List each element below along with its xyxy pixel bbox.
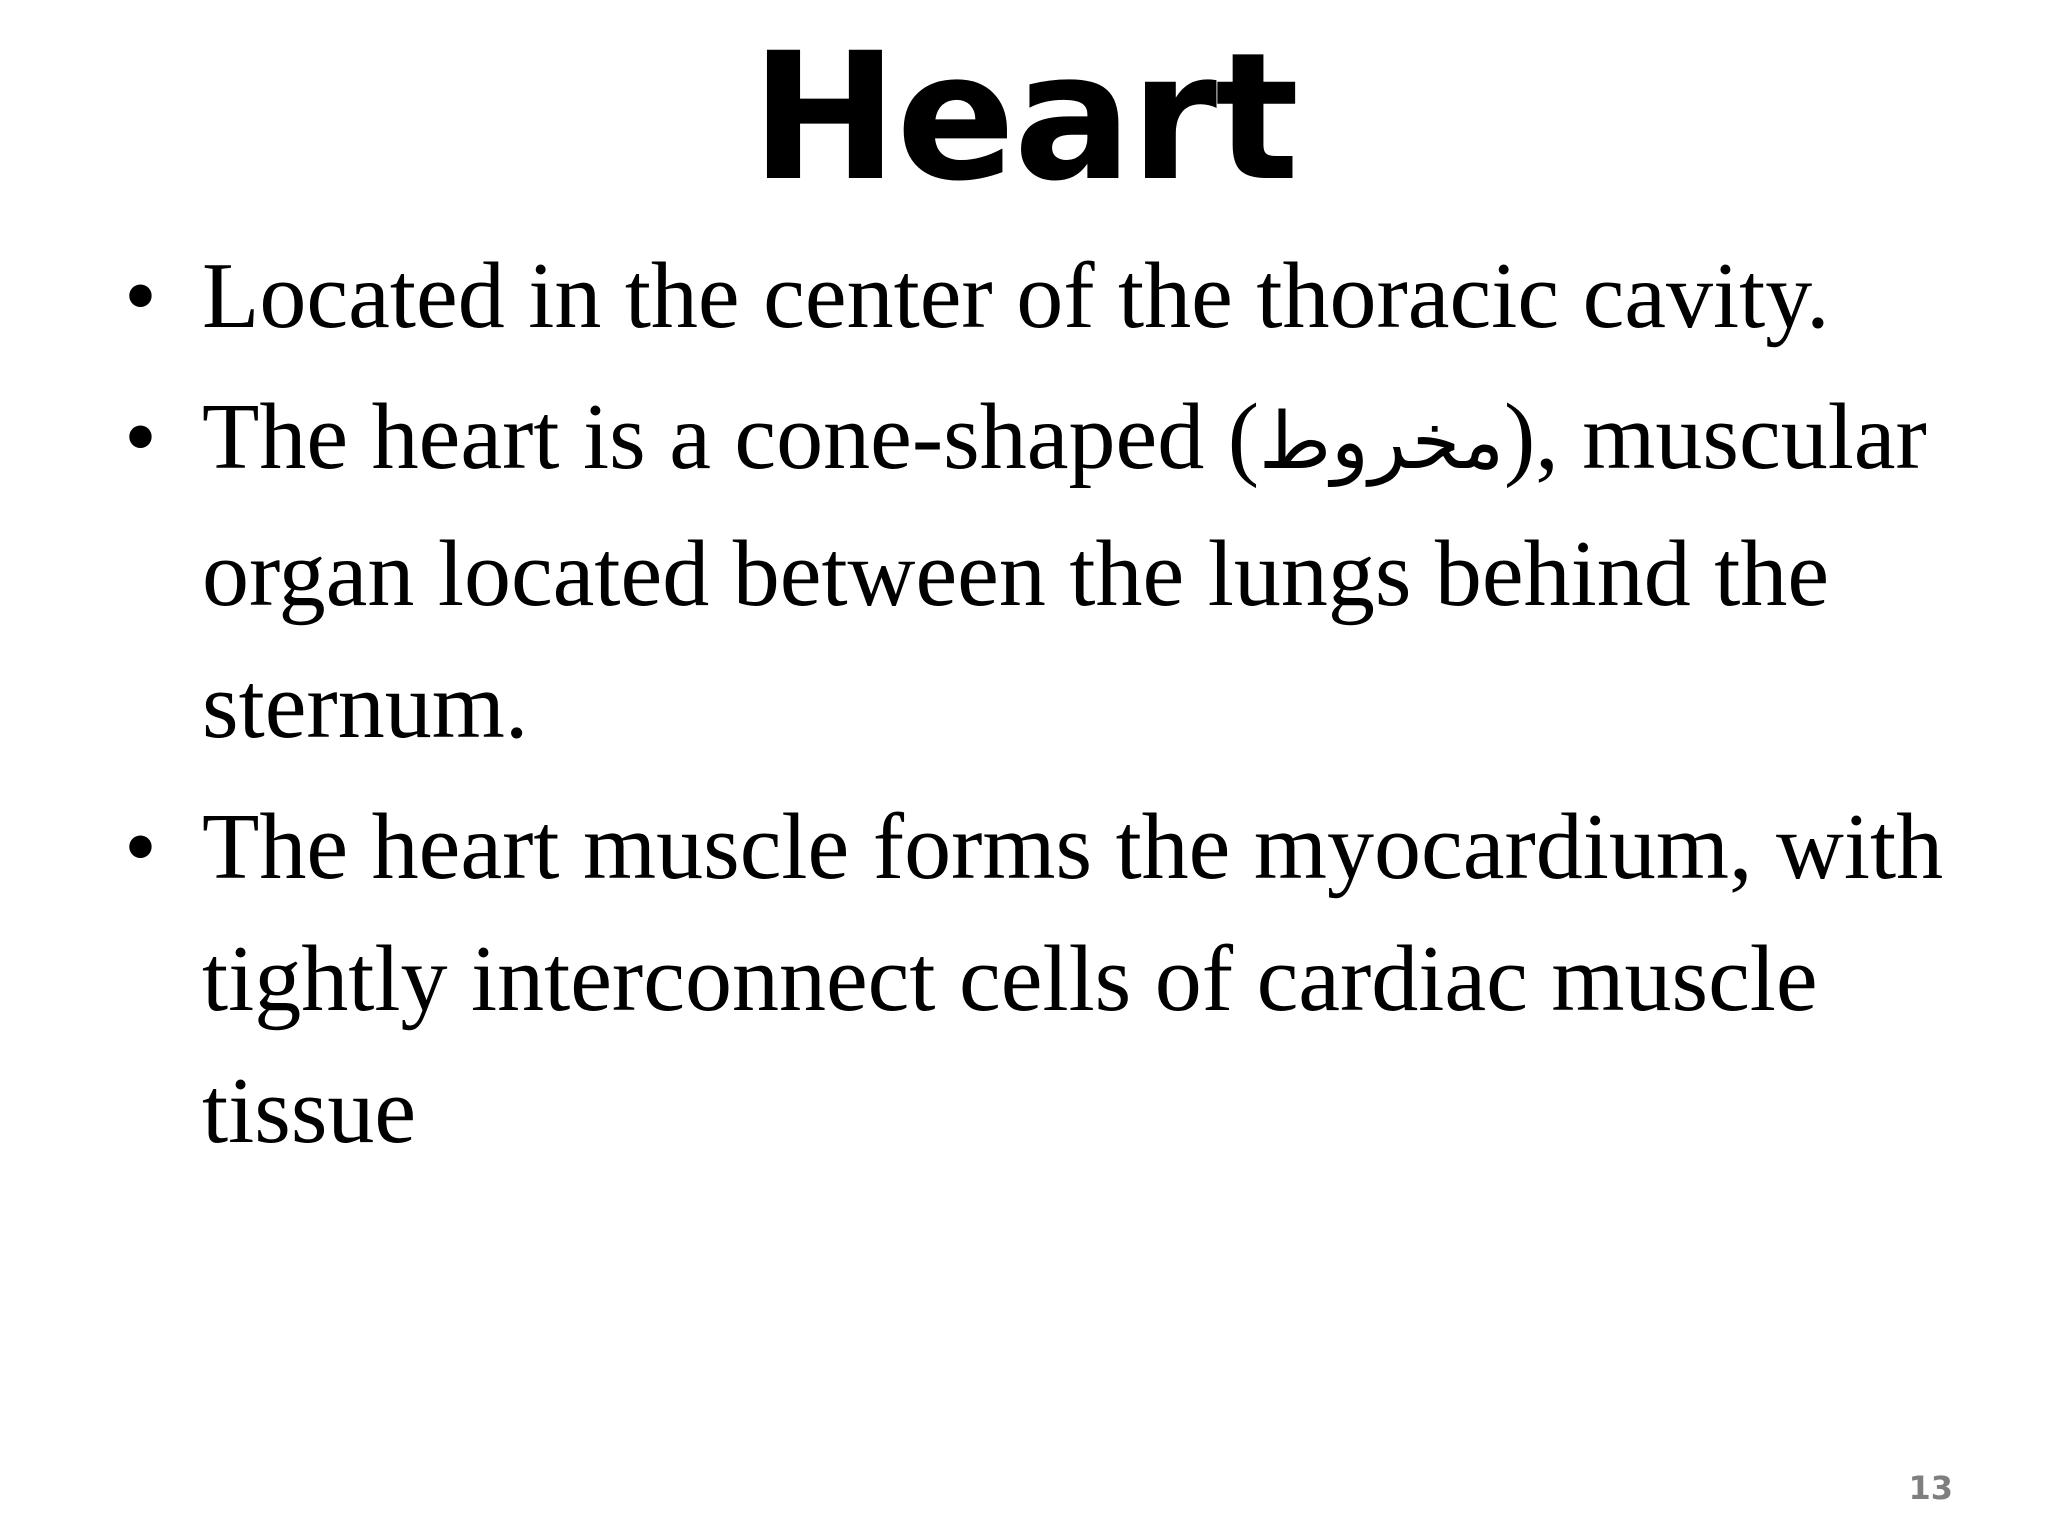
bullet-icon: • <box>124 385 157 489</box>
bullet-list <box>120 230 1950 1186</box>
bullet-text-after: ), muscular organ located between the lungs behind the sternum. <box>202 385 1927 758</box>
bullet-item-myocardium <box>120 781 1950 1177</box>
arabic-term: مخروط <box>1259 397 1504 487</box>
slide-title: Heart <box>750 15 1298 220</box>
bullet-text-before: The heart is a cone-shaped ( <box>202 385 1259 489</box>
page-number: 13 <box>1908 1469 1953 1507</box>
bullet-item-location <box>120 230 1950 362</box>
bullet-text: Located in the center of the thoracic cavity. <box>202 244 1830 348</box>
bullet-icon: • <box>124 244 157 348</box>
bullet-icon: • <box>124 795 157 899</box>
bullet-text: The heart muscle forms the myocardium, with tightly interconnect cells of cardiac muscle tissue <box>202 795 1944 1163</box>
bullet-item-shape <box>120 371 1950 772</box>
